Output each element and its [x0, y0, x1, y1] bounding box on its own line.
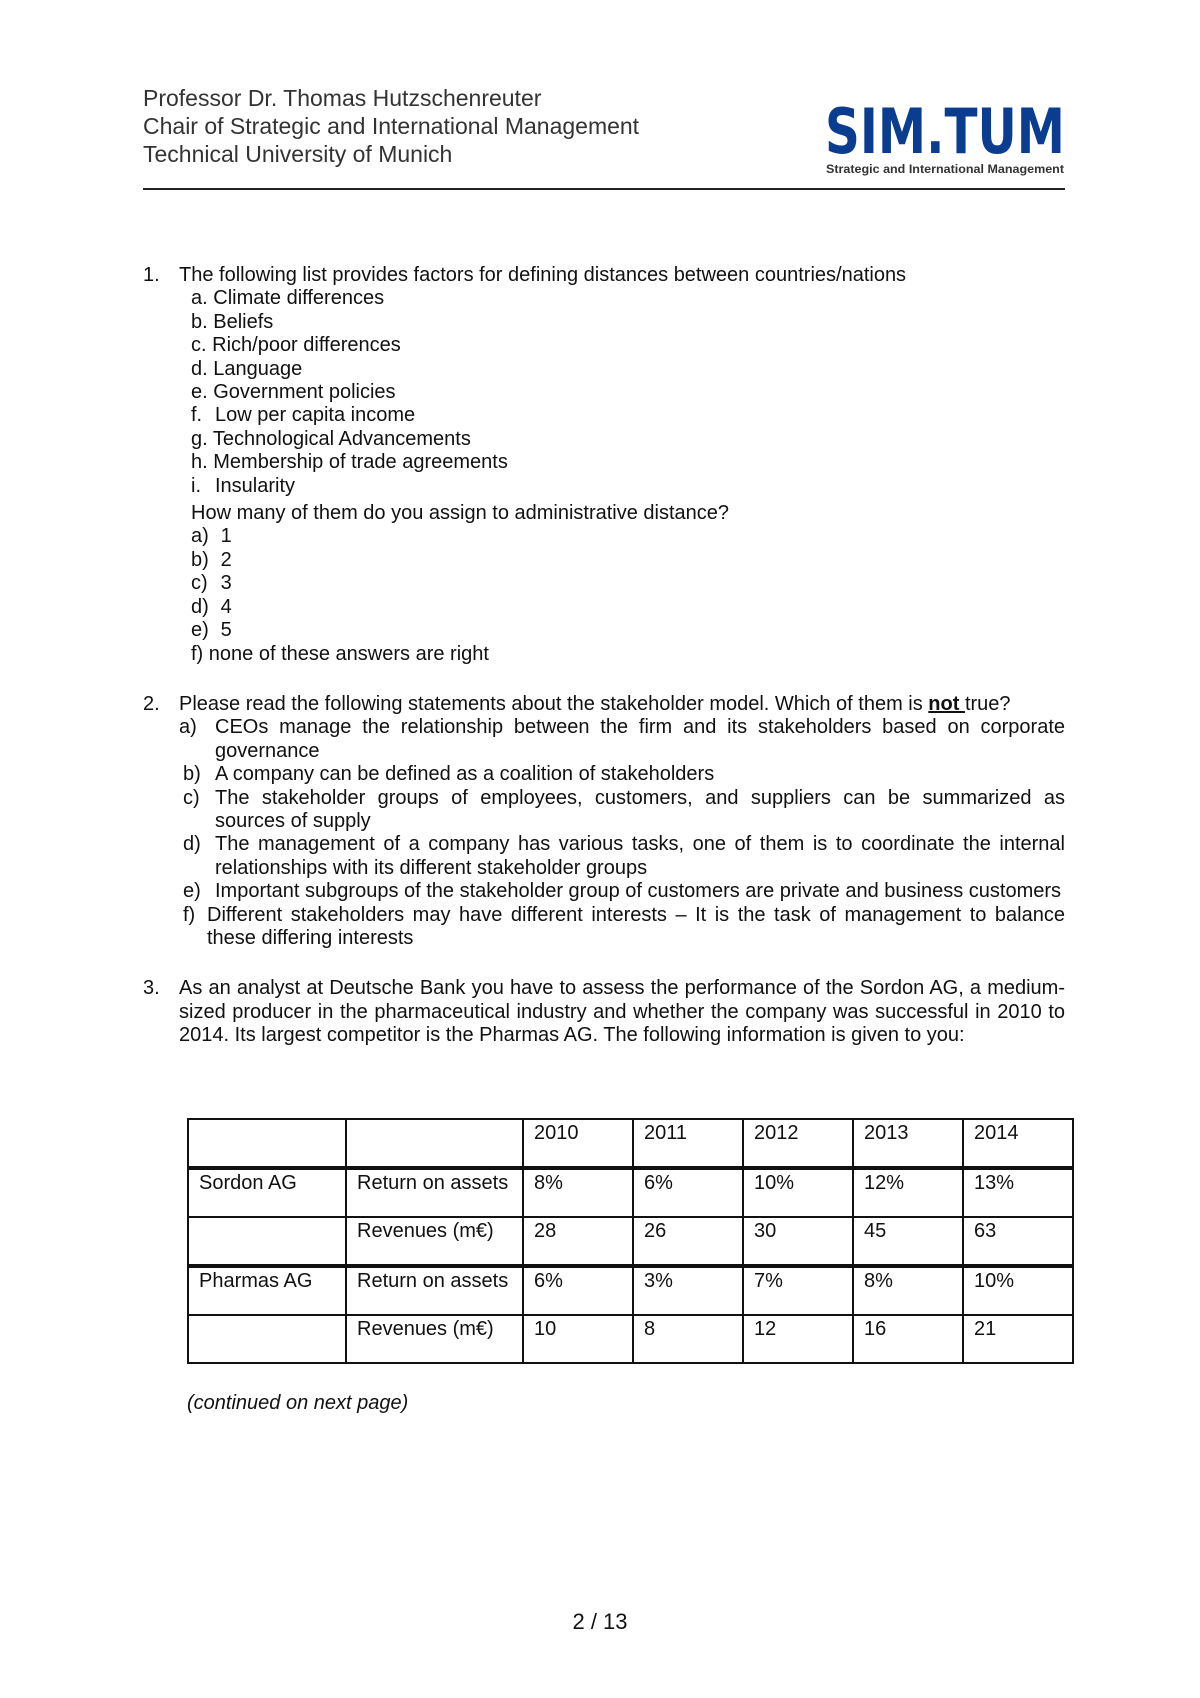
list-item: e. Government policies [191, 381, 396, 404]
question-3 [143, 977, 1065, 1047]
document-body [143, 264, 1065, 1048]
company-cell: Sordon AG [188, 1168, 346, 1217]
list-item: a. Climate differences [191, 287, 385, 310]
table-row [188, 1315, 1073, 1363]
continued-note: (continued on next page) [187, 1392, 409, 1414]
value-cell: 13% [963, 1168, 1073, 1217]
answer-option: b) 2 [191, 548, 232, 571]
header-rule [143, 188, 1065, 190]
answer-option: f) none of these answers are right [191, 642, 489, 665]
question-1 [143, 264, 1065, 666]
question-stem: Please read the following statements about the stakeholder model. Which of them is not true? [179, 692, 1011, 715]
value-cell: 10 [523, 1315, 633, 1363]
answer-option: f) Different stakeholders may have different interests – It is the task of management to balance these differing interests [183, 903, 1065, 949]
value-cell: 8 [633, 1315, 743, 1363]
list-item: b. Beliefs [191, 310, 274, 333]
value-cell: 3% [633, 1266, 743, 1315]
chair-name: Chair of Strategic and International Management [143, 113, 640, 139]
answer-option: a) CEOs manage the relationship between the firm and its stakeholders based on corporate governance [179, 716, 1065, 762]
list-item: f. Low per capita income [191, 404, 416, 427]
table-cell [346, 1119, 523, 1168]
value-cell: 26 [633, 1217, 743, 1266]
metric-cell: Return on assets [346, 1266, 523, 1315]
list-item: d. Language [191, 357, 303, 380]
answer-option: e) 5 [191, 619, 232, 642]
list-item: i. Insularity [191, 474, 296, 497]
table-row [188, 1217, 1073, 1266]
table-header-row [188, 1119, 1073, 1168]
emphasis-not: not [928, 692, 965, 715]
professor-name: Professor Dr. Thomas Hutzschenreuter [143, 85, 542, 111]
value-cell: 16 [853, 1315, 963, 1363]
question-stem: The following list provides factors for defining distances between countries/nations [179, 264, 907, 286]
sim-tum-logo [825, 97, 1065, 177]
answer-option: a) 1 [191, 525, 232, 548]
value-cell: 28 [523, 1217, 633, 1266]
question-number: 2. [143, 692, 160, 715]
list-item: h. Membership of trade agreements [191, 451, 508, 474]
value-cell: 21 [963, 1315, 1073, 1363]
metric-cell: Revenues (m€) [346, 1315, 523, 1363]
company-cell: Pharmas AG [188, 1266, 346, 1315]
year-header: 2014 [963, 1119, 1073, 1168]
value-cell: 10% [963, 1266, 1073, 1315]
value-cell: 30 [743, 1217, 853, 1266]
value-cell: 8% [853, 1266, 963, 1315]
table-cell [188, 1119, 346, 1168]
university-name: Technical University of Munich [143, 141, 453, 167]
value-cell: 10% [743, 1168, 853, 1217]
company-cell [188, 1217, 346, 1266]
page-header [143, 84, 1065, 176]
value-cell: 8% [523, 1168, 633, 1217]
value-cell: 45 [853, 1217, 963, 1266]
answer-list [179, 525, 1065, 665]
year-header: 2013 [853, 1119, 963, 1168]
company-cell [188, 1315, 346, 1363]
value-cell: 7% [743, 1266, 853, 1315]
answer-option: e) Important subgroups of the stakeholder group of customers are private and business customers [183, 880, 1062, 903]
year-header: 2010 [523, 1119, 633, 1168]
value-cell: 63 [963, 1217, 1073, 1266]
table-row [188, 1266, 1073, 1315]
answer-option: b) A company can be defined as a coalition of stakeholders [183, 763, 715, 786]
question-stem: As an analyst at Deutsche Bank you have to assess the performance of the Sordon AG, a medium-sized producer in the pharmaceutical industry and whether the company was successful in 2010 to 2014. Its largest competitor is the Pharmas AG. The following information is given to you: [179, 977, 1065, 1047]
factor-list [179, 287, 1065, 498]
answer-option: d) 4 [191, 595, 232, 618]
value-cell: 6% [633, 1168, 743, 1217]
metric-cell: Return on assets [346, 1168, 523, 1217]
question-number: 1. [143, 264, 160, 286]
logo-subtitle: Strategic and International Management [826, 162, 1064, 176]
metric-cell: Revenues (m€) [346, 1217, 523, 1266]
value-cell: 12% [853, 1168, 963, 1217]
answer-option: d) The management of a company has various tasks, one of them is to coordinate the internal relationships with its different stakeholder groups [183, 833, 1065, 879]
value-cell: 12 [743, 1315, 853, 1363]
question-number: 3. [143, 977, 160, 1000]
page-number: 2 / 13 [572, 1609, 628, 1634]
year-header: 2011 [633, 1119, 743, 1168]
answer-option: c) 3 [191, 572, 232, 595]
list-item: c. Rich/poor differences [191, 334, 401, 357]
question-prompt: How many of them do you assign to administrative distance? [191, 502, 730, 525]
question-2 [143, 693, 1065, 950]
answer-option: c) The stakeholder groups of employees, customers, and suppliers can be summarized as sources of supply [183, 786, 1065, 832]
logo-text: SIM.TUM [825, 97, 1065, 168]
performance-table [187, 1118, 1074, 1364]
value-cell: 6% [523, 1266, 633, 1315]
list-item: g. Technological Advancements [191, 427, 471, 450]
table-row [188, 1168, 1073, 1217]
year-header: 2012 [743, 1119, 853, 1168]
